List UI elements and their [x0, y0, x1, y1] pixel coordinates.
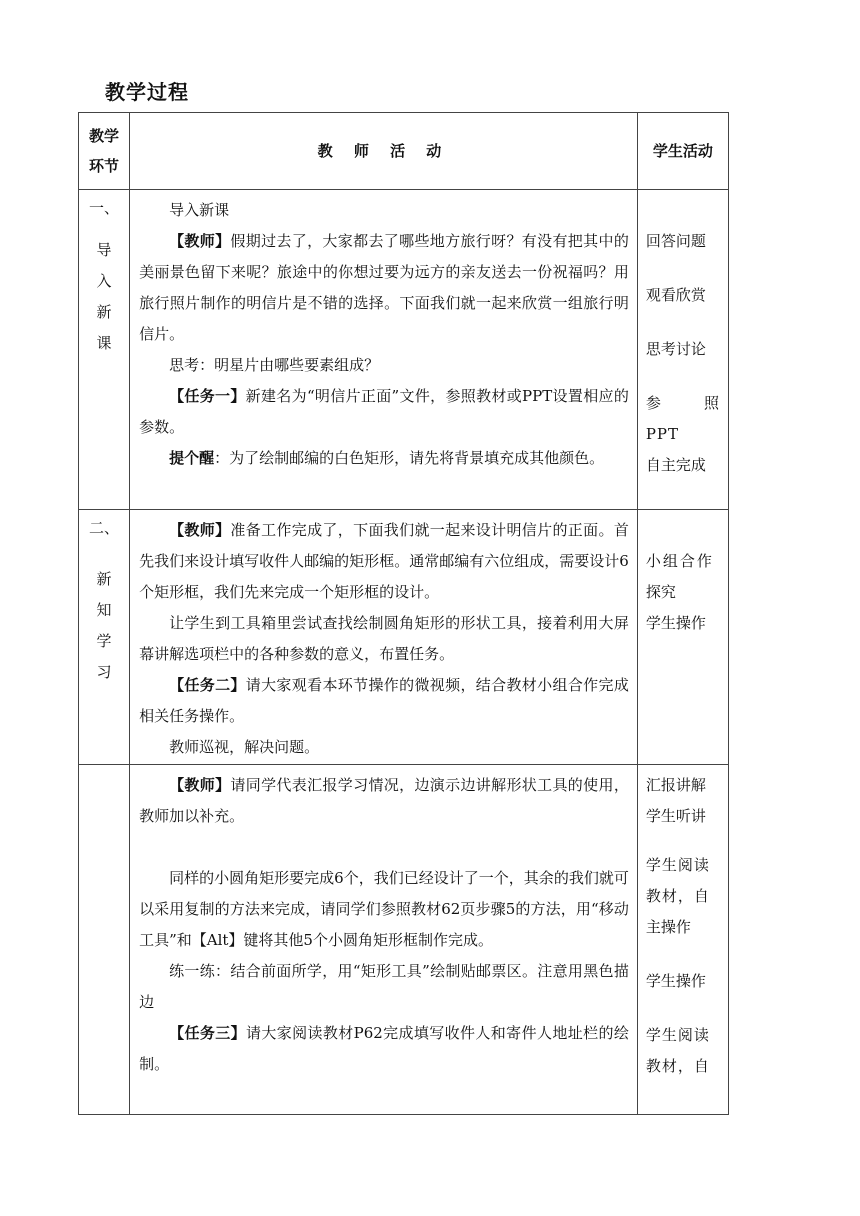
activity-item: 学生阅读 [645, 1026, 710, 1044]
activity-item: 自主完成 [645, 456, 706, 474]
activity-item: 汇报讲解 [645, 776, 706, 794]
activity-item: 参 照 PPT [645, 394, 720, 443]
activity-item: 探究 [645, 583, 676, 601]
paragraph: 【任务一】新建名为“明信片正面”文件，参照教材或PPT设置相应的参数。 [139, 387, 629, 436]
paragraph: 教师巡视，解决问题。 [169, 738, 320, 756]
stage-char: 导 [96, 241, 112, 259]
stage-char: 入 [96, 272, 112, 290]
teacher-activity-cell [130, 510, 638, 765]
header-teacher-activity: 教 师 活 动 [130, 113, 638, 190]
table-row [79, 765, 729, 1115]
teacher-activity-cell [130, 190, 638, 510]
table-row [79, 510, 729, 765]
activity-item: 教材，自 [645, 1057, 710, 1075]
student-activity-cell [637, 510, 728, 765]
activity-item: 学生操作 [645, 614, 706, 632]
stage-cell [79, 765, 130, 1115]
stage-number: 一、 [89, 199, 120, 217]
activity-item: 学生阅读 [645, 856, 710, 874]
paragraph: 导入新课 [169, 201, 230, 219]
teacher-activity-cell [130, 765, 638, 1115]
activity-item: 小组合作 [645, 552, 714, 570]
stage-cell [79, 510, 130, 765]
activity-item: 学生操作 [645, 972, 706, 990]
activity-item: 回答问题 [645, 232, 706, 250]
paragraph: 提个醒：为了绘制邮编的白色矩形，请先将背景填充成其他颜色。 [169, 449, 605, 467]
paragraph: 同样的小圆角矩形要完成6个，我们已经设计了一个，其余的我们就可以采用复制的方法来完成，请同学们参照教材62页步骤5的方法，用“移动工具”和【Alt】键将其他5个小圆角矩形框制作完成。 [139, 869, 629, 949]
stage-char: 习 [96, 663, 112, 681]
header-stage: 教学 环节 [79, 113, 130, 190]
paragraph: 【教师】请同学代表汇报学习情况，边演示边讲解形状工具的使用，教师加以补充。 [139, 776, 629, 825]
activity-item: 观看欣赏 [645, 286, 706, 304]
paragraph: 【任务三】请大家阅读教材P62完成填写收件人和寄件人地址栏的绘制。 [139, 1024, 629, 1073]
stage-char: 知 [96, 601, 112, 619]
activity-item: 教材，自 [645, 887, 710, 905]
paragraph: 让学生到工具箱里尝试查找绘制圆角矩形的形状工具，接着利用大屏幕讲解选项栏中的各种参数的意义，布置任务。 [139, 614, 629, 663]
stage-char: 新 [96, 570, 112, 588]
student-activity-cell [637, 765, 728, 1115]
paragraph: 练一练：结合前面所学，用“矩形工具”绘制贴邮票区。注意用黑色描边 [139, 962, 629, 1011]
student-activity-cell [637, 190, 728, 510]
paragraph: 思考：明星片由哪些要素组成？ [169, 356, 380, 374]
activity-item: 思考讨论 [645, 340, 706, 358]
lesson-table [78, 112, 729, 1115]
stage-number: 二、 [89, 519, 120, 537]
stage-char: 课 [96, 334, 112, 352]
table-row [79, 190, 729, 510]
paragraph: 【教师】准备工作完成了，下面我们就一起来设计明信片的正面。首先我们来设计填写收件人邮编的矩形框。通常邮编有六位组成，需要设计6个矩形框，我们先来完成一个矩形框的设计。 [139, 521, 629, 601]
stage-cell [79, 190, 130, 510]
page-title: 教学过程 [105, 80, 189, 104]
stage-char: 新 [96, 303, 112, 321]
header-student-activity: 学生活动 [637, 113, 728, 190]
activity-item: 学生听讲 [645, 807, 706, 825]
table-header-row [79, 113, 729, 190]
paragraph: 【任务二】请大家观看本环节操作的微视频，结合教材小组合作完成相关任务操作。 [139, 676, 629, 725]
paragraph: 【教师】假期过去了，大家都去了哪些地方旅行呀？有没有把其中的美丽景色留下来呢？旅途中的你想过要为远方的亲友送去一份祝福吗？用旅行照片制作的明信片是不错的选择。下面我们就一起来欣赏一组旅行明信片。 [139, 232, 629, 343]
stage-char: 学 [96, 632, 112, 650]
activity-item: 主操作 [645, 918, 691, 936]
